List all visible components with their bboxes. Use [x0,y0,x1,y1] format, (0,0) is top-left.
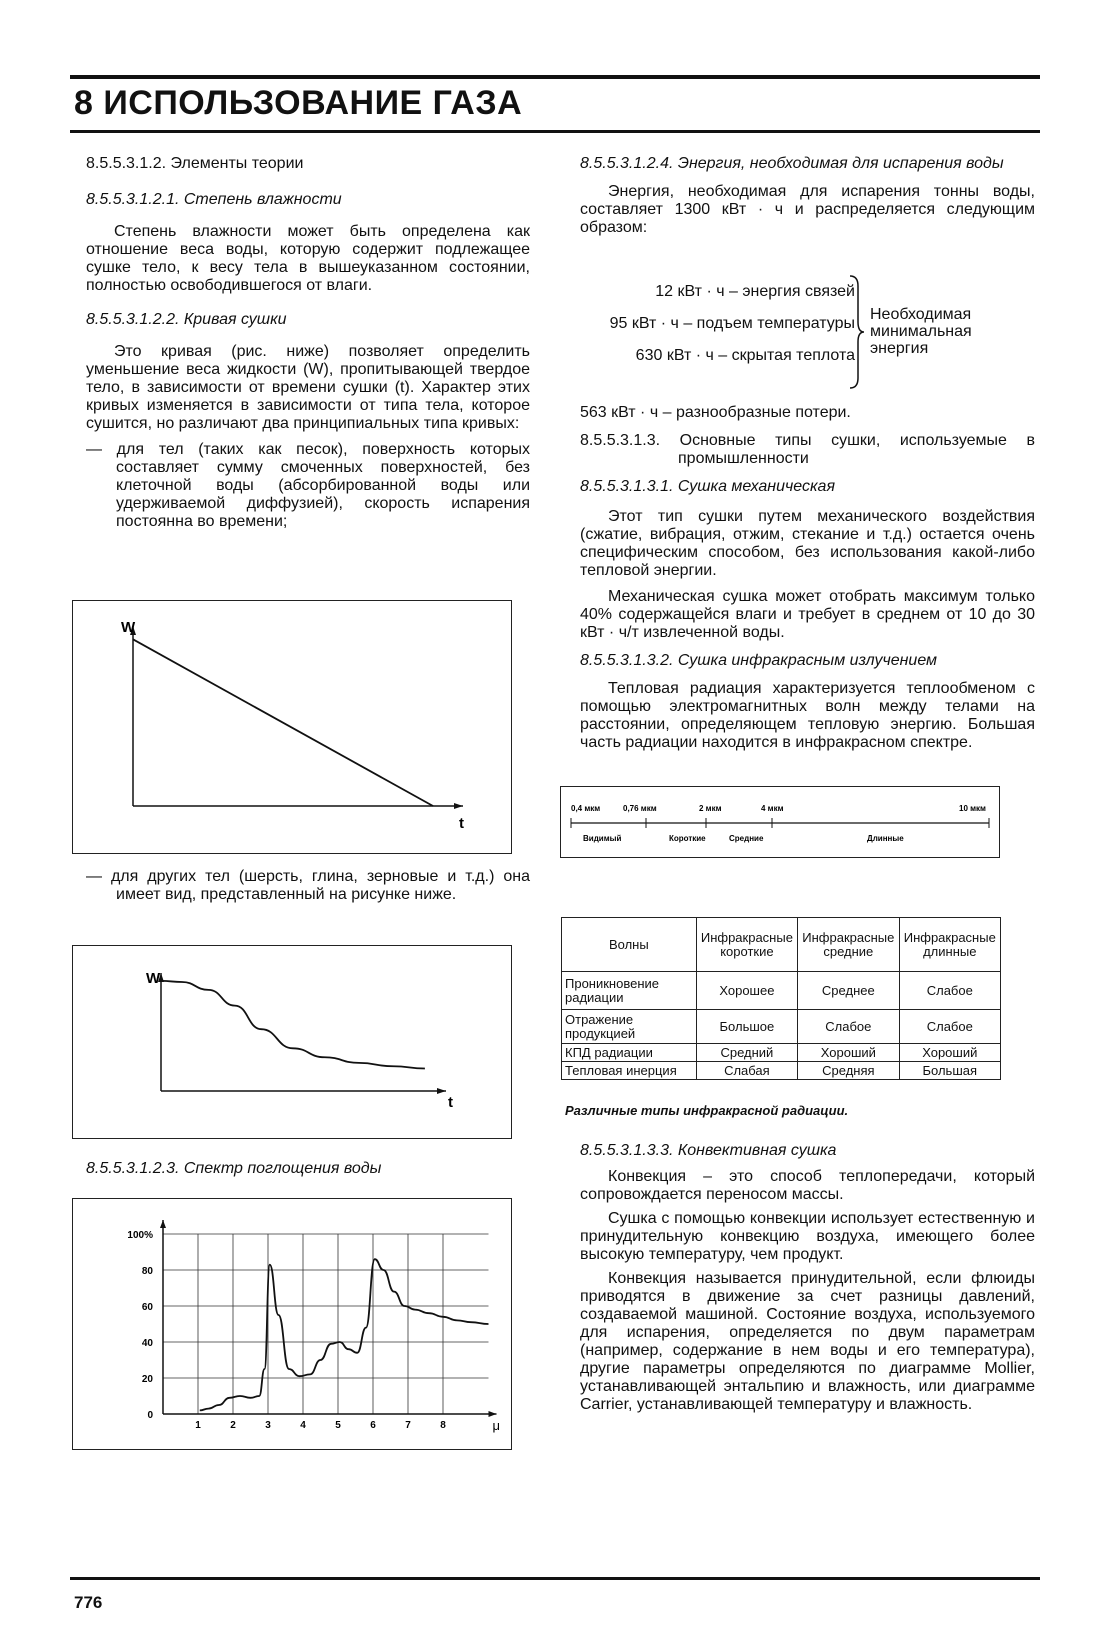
x-axis-arrow [437,1088,446,1094]
x-tick-label: 6 [370,1420,376,1431]
paragraph-mechanical-2: Механическая сушка может отобрать максимум только 40% содержащейся влаги и требует в среднем от 10 до 30 кВт · ч/т извлеченной воды. [580,588,1035,641]
right-text-block-2 [580,404,1035,752]
list-item-constant-rate: — для тел (таких как песок), поверхность которых составляет сумму смоченных поверхностей, без клеточной воды (абсорбированной воды или удерживаемой диффузией), скорость испарения постоянна во времени; [86,441,530,530]
table-row [562,1044,1001,1062]
tick-label: 0,76 мкм [623,804,657,813]
heading-drying-types: 8.5.5.3.1.3. Основные типы сушки, используемые в промышленности [580,432,1035,467]
table-cell: Слабая [696,1062,797,1080]
chart-falling-drying [73,946,511,1138]
table-header-cell: Инфракрасные короткие [696,918,797,972]
table-cell: Средний [696,1044,797,1062]
table-cell: Хорошее [696,972,797,1010]
paragraph-convection-2: Сушка с помощью конвекции использует естественную и принудительную конвекцию воздуха, имеющего более высокую температуру, чем продукт. [580,1210,1035,1263]
y-axis-arrow [160,1220,166,1228]
series-line [161,981,425,1069]
page-title: 8 ИСПОЛЬЗОВАНИЕ ГАЗА [74,84,523,122]
chart-absorption-spectrum [73,1199,511,1449]
paragraph-moisture: Степень влажности может быть определена как отношение веса воды, которую содержит подлежащее сушке тело, к весу тела в вышеуказанном состоянии, полностью освободившегося от влаги. [86,223,530,294]
tick-label: 10 мкм [959,804,986,813]
figure-linear-drying-curve [72,600,512,854]
y-tick-label: 40 [141,1338,153,1349]
tick-label: 4 мкм [761,804,784,813]
left-text-block-1 [86,155,530,531]
y-axis-label: W [121,619,136,636]
page-number: 776 [74,1593,103,1612]
energy-losses: 563 кВт · ч – разнообразные потери. [580,404,851,421]
table-cell: Тепловая инерция [562,1062,697,1080]
series-line [133,639,433,806]
energy-brace-label: Необходимая минимальная энергия [870,306,972,357]
right-text-block-3 [580,1142,1035,1414]
right-text-block-1 [580,155,1035,237]
figure-wavelength-scale [560,786,1000,858]
header-bottom-rule [70,130,1040,133]
band-label: Средние [729,834,764,843]
y-tick-label: 0 [147,1410,153,1421]
table-cell: КПД радиации [562,1044,697,1062]
figure-falling-drying-curve [72,945,512,1139]
heading-evaporation-energy: 8.5.5.3.1.2.4. Энергия, необходимая для испарения воды [580,155,1004,172]
energy-items [580,283,855,365]
y-tick-label: 20 [141,1374,153,1385]
table-cell: Слабое [899,972,1000,1010]
x-tick-label: 8 [440,1420,446,1431]
energy-brace [848,274,868,390]
list-item-variable-rate: — для других тел (шерсть, глина, зерновые и т.д.) она имеет вид, представленный на рисунке ниже. [86,868,530,903]
x-tick-label: 3 [265,1420,271,1431]
table-cell: Слабое [899,1010,1000,1044]
table-row [562,972,1001,1010]
y-tick-label: 60 [141,1302,153,1313]
band-label: Длинные [867,834,904,843]
chart-linear-drying [73,601,511,853]
x-tick-label: 1 [195,1420,201,1431]
series-line [200,1259,489,1410]
energy-item-latent-heat: 630 кВт · ч – скрытая теплота [635,347,855,364]
table-row [562,1010,1001,1044]
table-cell: Среднее [798,972,899,1010]
table-caption: Различные типы инфракрасной радиации. [565,1103,849,1118]
infrared-types-table [561,917,1001,1080]
x-axis-arrow [454,803,463,809]
x-axis-arrow [489,1411,497,1417]
table-header-cell: Инфракрасные средние [798,918,899,972]
heading-mechanical-drying: 8.5.5.3.1.3.1. Сушка механическая [580,478,835,495]
table-cell: Проникновение радиации [562,972,697,1010]
paragraph-convection-1: Конвекция – это способ теплопередачи, который сопровождается переносом массы. [580,1168,1035,1203]
paragraph-infrared: Тепловая радиация характеризуется теплообменом с помощью электромагнитных волн между телами на расстоянии, определяющем тепловую энергию. Большая часть радиации находится в инфракрасном спектре. [580,680,1035,751]
paragraph-convection-3: Конвекция называется принудительной, если флюиды приводятся в движение за счет разницы давлений, создаваемой машиной. Состояние воздуха, используемого для испарения, определяется по двум параметрам (например, содержание в нем воды и его температура), другие параметры определяются по диаграмме Mollier, устанавливающей энтальпию и влажность, или диаграмме Carrier, устанавливающей температуру и влажность. [580,1270,1035,1413]
x-axis-label: μ [492,1418,500,1433]
table-cell: Хороший [899,1044,1000,1062]
heading-drying-curve: 8.5.5.3.1.2.2. Кривая сушки [86,311,287,328]
table-cell: Средняя [798,1062,899,1080]
left-text-block-2 [86,868,530,904]
heading-infrared-drying: 8.5.5.3.1.3.2. Сушка инфракрасным излучением [580,652,938,669]
table-header-row [562,918,1001,972]
table-cell: Большая [899,1062,1000,1080]
band-label: Видимый [583,834,622,843]
heading-absorption-spectrum: 8.5.5.3.1.2.3. Спектр поглощения воды [86,1160,382,1177]
energy-item-temperature: 95 кВт · ч – подъем температуры [609,315,855,332]
x-tick-label: 7 [405,1420,411,1431]
band-label: Короткие [669,834,706,843]
tick-label: 2 мкм [699,804,722,813]
y-tick-label: 100% [127,1230,153,1241]
table-row [562,1062,1001,1080]
wavelength-scale [561,787,999,857]
header-top-rule [70,75,1040,79]
paragraph-drying-curve: Это кривая (рис. ниже) позволяет определить уменьшение веса жидкости (W), пропитывающей твердое тело, в зависимости от времени сушки (t). Характер этих кривых изменяется в зависимости от типа тела, которое сушится, но различают два принципиальных типа кривых: [86,343,530,432]
figure-absorption-spectrum [72,1198,512,1450]
table-cell: Большое [696,1010,797,1044]
heading-convective-drying: 8.5.5.3.1.3.3. Конвективная сушка [580,1142,837,1159]
x-tick-label: 4 [300,1420,306,1431]
footer-rule [70,1577,1040,1580]
x-tick-label: 5 [335,1420,341,1431]
x-tick-label: 2 [230,1420,236,1431]
paragraph-mechanical-1: Этот тип сушки путем механического воздействия (сжатие, вибрация, отжим, стекание и т.д.) остается очень специфическим способом, без использования какой-либо тепловой энергии. [580,508,1035,579]
energy-item-bonds: 12 кВт · ч – энергия связей [655,283,855,300]
left-text-block-3 [86,1160,530,1178]
table-header-cell: Волны [562,918,697,972]
paragraph-evaporation-energy: Энергия, необходимая для испарения тонны воды, составляет 1300 кВт · ч и распределяется следующим образом: [580,183,1035,236]
table-cell: Отражение продукцией [562,1010,697,1044]
y-tick-label: 80 [141,1266,153,1277]
x-axis-label: t [459,815,464,832]
tick-label: 0,4 мкм [571,804,601,813]
heading-moisture: 8.5.5.3.1.2.1. Степень влажности [86,191,342,208]
heading-theory: 8.5.5.3.1.2. Элементы теории [86,155,304,172]
table-cell: Слабое [798,1010,899,1044]
y-axis-label: W [146,970,161,987]
x-axis-label: t [448,1094,453,1111]
table-header-cell: Инфракрасные длинные [899,918,1000,972]
table-cell: Хороший [798,1044,899,1062]
